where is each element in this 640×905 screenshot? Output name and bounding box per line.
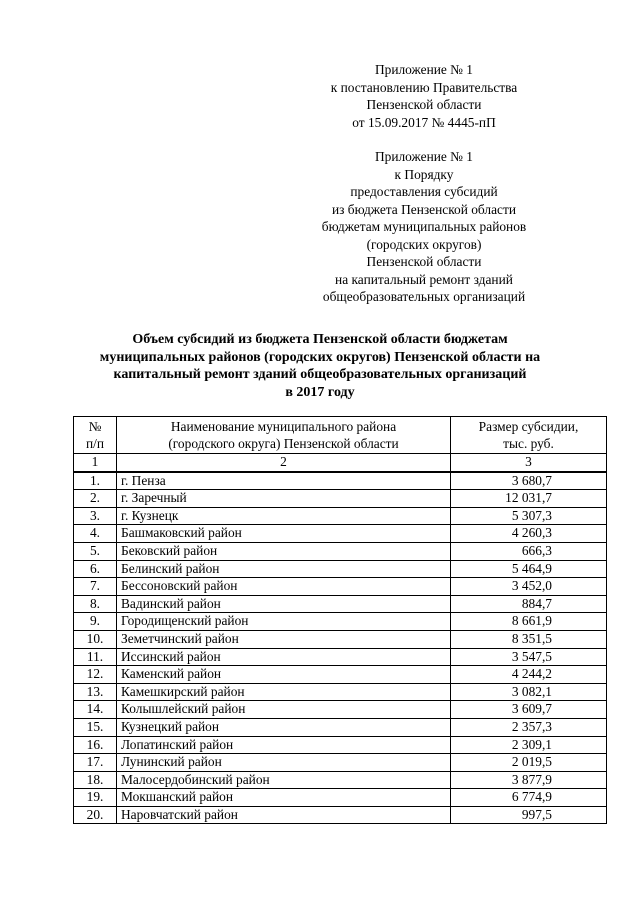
subsidy-amount: 3 547,5 (451, 648, 607, 666)
table-row (74, 789, 607, 807)
row-number: 5. (74, 542, 117, 560)
subsidy-amount: 3 680,7 (451, 472, 607, 490)
appendix-line: Приложение № 1 (374, 149, 474, 164)
appendix-line: Пензенской области (366, 254, 482, 269)
row-number: 15. (74, 718, 117, 736)
subsidy-amount: 8 661,9 (451, 613, 607, 631)
municipality-name: Белинский район (117, 560, 451, 578)
table-row (74, 683, 607, 701)
municipality-name: Малосердобинский район (117, 771, 451, 789)
subsidy-amount: 997,5 (451, 806, 607, 824)
municipality-name: Кузнецкий район (117, 718, 451, 736)
table-row (74, 754, 607, 772)
title-line: Объем субсидий из бюджета Пензенской области бюджетам (132, 332, 508, 347)
subsidy-amount: 3 452,0 (451, 578, 607, 596)
row-number: 16. (74, 736, 117, 754)
appendix-line: из бюджета Пензенской области (332, 201, 516, 217)
appendix-line: предоставления субсидий (350, 184, 498, 199)
subsidy-amount: 2 309,1 (451, 736, 607, 754)
table-row (74, 701, 607, 719)
appendix-line: от 15.09.2017 № 4445-пП (352, 114, 496, 130)
row-number: 12. (74, 666, 117, 684)
municipality-name: г. Заречный (117, 490, 451, 508)
subsidy-amount: 6 774,9 (451, 789, 607, 807)
municipality-name: Каменский район (117, 666, 451, 684)
table-row (74, 666, 607, 684)
appendix-line: общеобразовательных организаций (322, 289, 526, 304)
municipality-name: г. Пенза (117, 472, 451, 490)
table-row (74, 736, 607, 754)
municipality-name: Камешкирский район (117, 683, 451, 701)
table-row (74, 613, 607, 631)
table-header-row (74, 417, 607, 454)
row-number: 11. (74, 648, 117, 666)
column-index: 2 (117, 454, 451, 472)
subsidy-amount: 3 082,1 (451, 683, 607, 701)
table-row (74, 525, 607, 543)
title-line: капитальный ремонт зданий общеобразовательных организаций (113, 367, 527, 382)
appendix-line: Приложение № 1 (374, 62, 474, 77)
municipality-name: Земетчинский район (117, 630, 451, 648)
subsidy-amount: 4 260,3 (451, 525, 607, 543)
subsidy-amount: 2 357,3 (451, 718, 607, 736)
appendix-line: (городских округов) (366, 236, 482, 252)
subsidy-amount: 666,3 (451, 542, 607, 560)
municipality-name: Башмаковский район (117, 525, 451, 543)
appendix-resolution-block (300, 61, 548, 131)
appendix-line: к постановлению Правительства (330, 79, 518, 95)
document-title (60, 331, 580, 401)
subsidy-amount: 5 307,3 (451, 507, 607, 525)
table-row (74, 806, 607, 824)
column-index: 3 (451, 454, 607, 472)
subsidy-amount: 8 351,5 (451, 630, 607, 648)
row-number: 19. (74, 789, 117, 807)
appendix-line: бюджетам муниципальных районов (321, 219, 527, 234)
table-row (74, 490, 607, 508)
municipality-name: Вадинский район (117, 595, 451, 613)
column-index-row (74, 454, 607, 472)
row-number: 13. (74, 683, 117, 701)
row-number: 10. (74, 630, 117, 648)
row-number: 1. (74, 472, 117, 490)
subsidy-amount: 3 609,7 (451, 701, 607, 719)
table-row (74, 560, 607, 578)
appendix-line: Пензенской области (366, 97, 482, 112)
row-number: 14. (74, 701, 117, 719)
row-number: 7. (74, 578, 117, 596)
table-row (74, 718, 607, 736)
table-row (74, 472, 607, 490)
municipality-name: г. Кузнецк (117, 507, 451, 525)
table-row (74, 595, 607, 613)
table-row (74, 578, 607, 596)
header-line: тыс. руб. (503, 436, 554, 451)
appendix-line: на капитальный ремонт зданий (335, 271, 513, 287)
row-number: 6. (74, 560, 117, 578)
header-line: (городского округа) Пензенской области (168, 436, 399, 451)
municipality-name: Колышлейский район (117, 701, 451, 719)
column-index: 1 (74, 454, 117, 472)
header-line: № (88, 419, 102, 434)
municipality-name: Лунинский район (117, 754, 451, 772)
municipality-name: Бессоновский район (117, 578, 451, 596)
row-number: 17. (74, 754, 117, 772)
title-line: в 2017 году (285, 384, 355, 400)
row-number: 3. (74, 507, 117, 525)
table-row (74, 648, 607, 666)
header-municipality (117, 417, 451, 454)
row-number: 2. (74, 490, 117, 508)
appendix-procedure-block (300, 148, 548, 306)
municipality-name: Иссинский район (117, 648, 451, 666)
row-number: 20. (74, 806, 117, 824)
row-number: 9. (74, 613, 117, 631)
municipality-name: Наровчатский район (117, 806, 451, 824)
table-row (74, 771, 607, 789)
header-line: Наименование муниципального района (170, 419, 397, 434)
subsidy-amount: 884,7 (451, 595, 607, 613)
header-number (74, 417, 117, 454)
municipality-name: Лопатинский район (117, 736, 451, 754)
municipality-name: Городищенский район (117, 613, 451, 631)
subsidy-amount: 3 877,9 (451, 771, 607, 789)
subsidy-table (73, 416, 607, 824)
row-number: 4. (74, 525, 117, 543)
title-line: муниципальных районов (городских округов) Пензенской области на (99, 349, 541, 365)
table-row (74, 507, 607, 525)
table-row (74, 630, 607, 648)
row-number: 8. (74, 595, 117, 613)
subsidy-amount: 12 031,7 (451, 490, 607, 508)
subsidy-amount: 2 019,5 (451, 754, 607, 772)
header-line: Размер субсидии, (478, 419, 579, 434)
subsidy-amount: 5 464,9 (451, 560, 607, 578)
municipality-name: Бековский район (117, 542, 451, 560)
municipality-name: Мокшанский район (117, 789, 451, 807)
table-row (74, 542, 607, 560)
header-subsidy-amount (451, 417, 607, 454)
subsidy-amount: 4 244,2 (451, 666, 607, 684)
row-number: 18. (74, 771, 117, 789)
appendix-line: к Порядку (394, 166, 454, 182)
header-line: п/п (85, 436, 105, 451)
